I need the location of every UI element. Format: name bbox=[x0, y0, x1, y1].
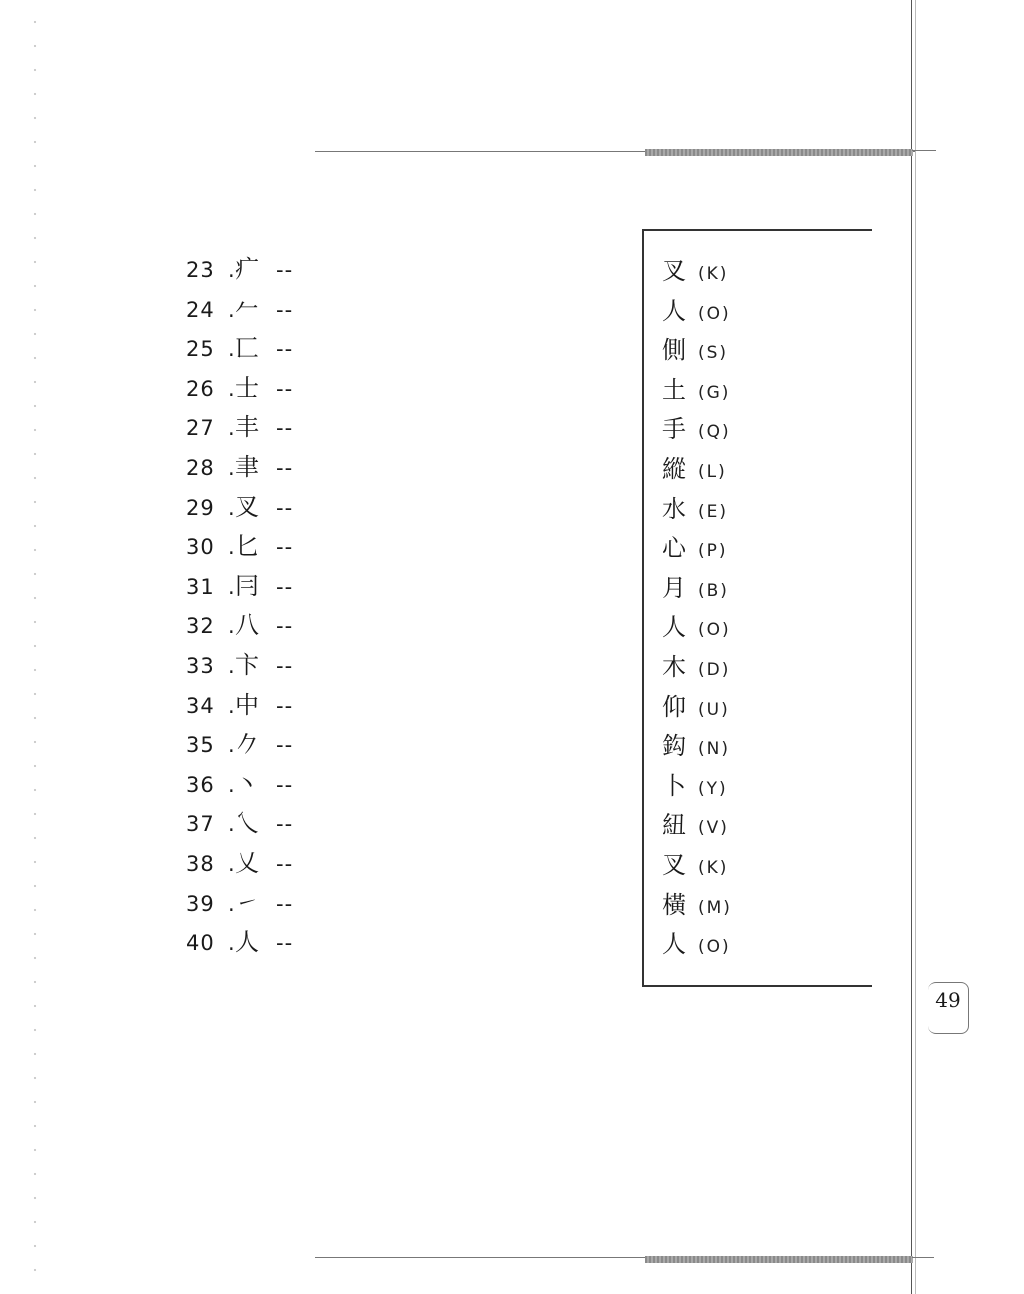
item-dash: -- bbox=[276, 851, 294, 876]
answer-item bbox=[662, 569, 732, 609]
list-item bbox=[186, 884, 293, 924]
answer-char: 紐 bbox=[662, 811, 686, 840]
answer-item bbox=[662, 252, 732, 292]
answer-code: (D) bbox=[698, 659, 731, 680]
item-glyph: 匕 bbox=[235, 532, 259, 561]
list-item bbox=[186, 290, 293, 330]
answer-char: 鈎 bbox=[662, 732, 686, 761]
list-item bbox=[186, 448, 293, 488]
item-number: 25 bbox=[186, 337, 215, 362]
answer-code: (L) bbox=[698, 461, 727, 482]
item-separator: . bbox=[228, 812, 235, 837]
item-dash: -- bbox=[276, 693, 294, 718]
item-number: 33 bbox=[186, 653, 215, 678]
item-separator: . bbox=[228, 574, 235, 599]
answer-code: (Y) bbox=[698, 778, 728, 799]
header-bar bbox=[645, 149, 913, 156]
answer-char: 人 bbox=[662, 930, 686, 959]
margin-rule-secondary bbox=[915, 0, 916, 1294]
item-separator: . bbox=[228, 535, 235, 560]
list-item bbox=[186, 369, 293, 409]
answer-code: (P) bbox=[698, 541, 728, 562]
answer-code: (Q) bbox=[698, 422, 731, 443]
item-glyph: 中 bbox=[235, 690, 259, 719]
item-number: 32 bbox=[186, 614, 215, 639]
answer-code: (O) bbox=[698, 620, 731, 641]
list-item bbox=[186, 606, 293, 646]
answer-char: 土 bbox=[662, 375, 686, 404]
answer-char: 心 bbox=[662, 534, 686, 563]
item-dash: -- bbox=[276, 733, 294, 758]
item-separator: . bbox=[228, 337, 235, 362]
answer-char: 水 bbox=[662, 494, 686, 523]
item-glyph: 匸 bbox=[235, 334, 259, 363]
item-separator: . bbox=[228, 297, 235, 322]
answer-item bbox=[662, 727, 732, 767]
item-number: 27 bbox=[186, 416, 215, 441]
item-number: 40 bbox=[186, 931, 215, 956]
list-item bbox=[186, 765, 293, 805]
item-number: 29 bbox=[186, 495, 215, 520]
item-dash: -- bbox=[276, 297, 294, 322]
footer-tick bbox=[912, 1257, 934, 1258]
list-item bbox=[186, 725, 293, 765]
question-list bbox=[186, 250, 293, 963]
item-dash: -- bbox=[276, 614, 294, 639]
item-number: 36 bbox=[186, 772, 215, 797]
answer-char: 側 bbox=[662, 336, 686, 365]
answer-item bbox=[662, 608, 732, 648]
item-glyph: 人 bbox=[235, 928, 259, 957]
list-item bbox=[186, 408, 293, 448]
answer-code: (K) bbox=[698, 264, 729, 284]
answer-item bbox=[662, 410, 732, 450]
item-dash: -- bbox=[276, 931, 294, 956]
list-item bbox=[186, 686, 293, 726]
item-glyph: 八 bbox=[235, 611, 259, 640]
item-separator: . bbox=[228, 772, 235, 797]
item-dash: -- bbox=[276, 455, 294, 480]
answer-item bbox=[662, 331, 732, 371]
item-dash: -- bbox=[276, 337, 294, 362]
list-item bbox=[186, 250, 293, 290]
answer-code: (B) bbox=[698, 580, 729, 601]
item-number: 24 bbox=[186, 297, 215, 322]
answer-code: (S) bbox=[698, 343, 729, 364]
page-number: 49 bbox=[928, 982, 969, 1034]
item-dash: -- bbox=[276, 495, 294, 520]
list-item bbox=[186, 567, 293, 607]
item-glyph: 乂 bbox=[235, 848, 259, 877]
answer-char: 縱 bbox=[662, 454, 686, 483]
item-glyph: 叉 bbox=[235, 492, 259, 521]
answer-item bbox=[662, 529, 732, 569]
answer-item bbox=[662, 846, 732, 886]
list-item bbox=[186, 527, 293, 567]
margin-rule bbox=[911, 0, 912, 1294]
answer-code: (O) bbox=[698, 303, 731, 324]
answer-char: 仰 bbox=[662, 692, 686, 721]
answer-box bbox=[642, 229, 872, 987]
answer-item bbox=[662, 806, 732, 846]
item-dash: -- bbox=[276, 574, 294, 599]
item-glyph: ㇀ bbox=[235, 888, 259, 917]
item-separator: . bbox=[228, 614, 235, 639]
item-dash: -- bbox=[276, 376, 294, 401]
binding-dots bbox=[32, 10, 44, 1290]
answer-char: 月 bbox=[662, 573, 686, 602]
answer-item bbox=[662, 648, 732, 688]
item-dash: -- bbox=[276, 772, 294, 797]
header-tick bbox=[912, 150, 936, 151]
answer-item bbox=[662, 767, 732, 807]
item-separator: . bbox=[228, 258, 235, 282]
answer-item bbox=[662, 490, 732, 530]
answer-item bbox=[662, 925, 732, 965]
item-separator: . bbox=[228, 495, 235, 520]
item-glyph: 𠂊 bbox=[235, 730, 259, 759]
item-glyph: 丶 bbox=[235, 769, 259, 798]
list-item bbox=[186, 844, 293, 884]
list-item bbox=[186, 804, 293, 844]
list-item bbox=[186, 329, 293, 369]
answer-char: 叉 bbox=[662, 257, 686, 285]
item-glyph: 聿 bbox=[235, 452, 259, 481]
item-glyph: 冃 bbox=[235, 571, 259, 600]
answer-list bbox=[662, 252, 732, 965]
item-separator: . bbox=[228, 455, 235, 480]
item-glyph: 疒 bbox=[235, 255, 259, 283]
item-dash: -- bbox=[276, 258, 294, 282]
item-number: 26 bbox=[186, 376, 215, 401]
answer-code: (U) bbox=[698, 699, 730, 720]
footer-bar bbox=[645, 1256, 913, 1263]
item-dash: -- bbox=[276, 812, 294, 837]
list-item bbox=[186, 923, 293, 963]
answer-code: (M) bbox=[698, 897, 732, 918]
item-separator: . bbox=[228, 653, 235, 678]
answer-code: (K) bbox=[698, 857, 729, 878]
answer-item bbox=[662, 371, 732, 411]
item-number: 28 bbox=[186, 455, 215, 480]
item-glyph: 士 bbox=[235, 373, 259, 402]
item-dash: -- bbox=[276, 416, 294, 441]
item-number: 35 bbox=[186, 733, 215, 758]
answer-char: 手 bbox=[662, 415, 686, 444]
answer-char: 人 bbox=[662, 296, 686, 325]
answer-code: (O) bbox=[698, 937, 731, 958]
item-separator: . bbox=[228, 416, 235, 441]
item-number: 39 bbox=[186, 891, 215, 916]
answer-char: 橫 bbox=[662, 890, 686, 919]
item-number: 31 bbox=[186, 574, 215, 599]
item-separator: . bbox=[228, 851, 235, 876]
item-glyph: 乀 bbox=[235, 809, 259, 838]
item-number: 38 bbox=[186, 851, 215, 876]
item-glyph: 𠂉 bbox=[235, 294, 259, 323]
item-number: 23 bbox=[186, 258, 215, 282]
answer-item bbox=[662, 688, 732, 728]
item-separator: . bbox=[228, 733, 235, 758]
answer-item bbox=[662, 292, 732, 332]
answer-code: (V) bbox=[698, 818, 729, 839]
item-dash: -- bbox=[276, 653, 294, 678]
answer-code: (E) bbox=[698, 501, 729, 522]
item-glyph: 卞 bbox=[235, 650, 259, 679]
answer-char: 木 bbox=[662, 652, 686, 681]
item-glyph: 丰 bbox=[235, 413, 259, 442]
item-dash: -- bbox=[276, 891, 294, 916]
answer-item bbox=[662, 450, 732, 490]
item-number: 30 bbox=[186, 535, 215, 560]
answer-char: 人 bbox=[662, 613, 686, 642]
answer-char: 叉 bbox=[662, 850, 686, 879]
answer-item bbox=[662, 886, 732, 926]
item-separator: . bbox=[228, 693, 235, 718]
answer-char: 卜 bbox=[662, 771, 686, 800]
item-dash: -- bbox=[276, 535, 294, 560]
item-separator: . bbox=[228, 891, 235, 916]
item-separator: . bbox=[228, 931, 235, 956]
item-number: 34 bbox=[186, 693, 215, 718]
list-item bbox=[186, 488, 293, 528]
list-item bbox=[186, 646, 293, 686]
item-number: 37 bbox=[186, 812, 215, 837]
answer-code: (N) bbox=[698, 739, 730, 760]
item-separator: . bbox=[228, 376, 235, 401]
answer-code: (G) bbox=[698, 382, 731, 403]
